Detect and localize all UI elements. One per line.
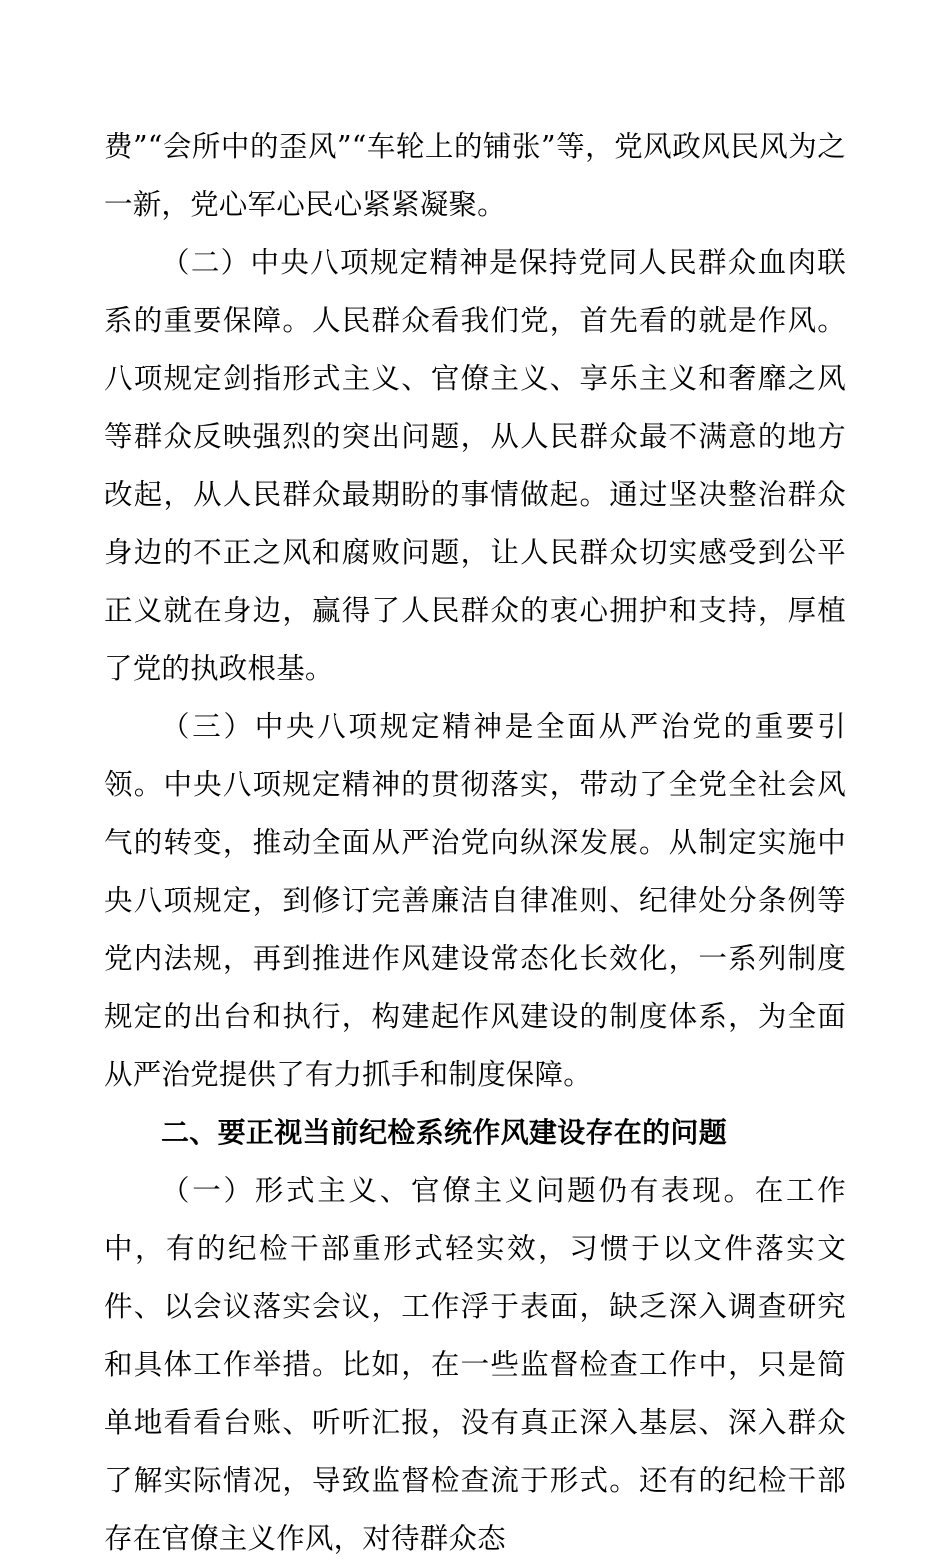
document-body — [104, 118, 846, 1568]
paragraph-subsection-one: （一）形式主义、官僚主义问题仍有表现。在工作中，有的纪检干部重形式轻实效，习惯于以文件落实文件、以会议落实会议，工作浮于表面，缺乏深入调查研究和具体工作举措。比如，在一些监督检查工作中，只是简单地看看台账、听听汇报，没有真正深入基层、深入群众了解实际情况，导致监督检查流于形式。还有的纪检干部存在官僚主义作风，对待群众态 — [104, 1174, 846, 1555]
paragraph-continuation: 费”“会所中的歪风”“车轮上的铺张”等，党风政风民风为之一新，党心军心民心紧紧凝聚。 — [104, 130, 846, 221]
section-heading-two: 二、要正视当前纪检系统作风建设存在的问题 — [161, 1116, 728, 1149]
paragraph-section-two: （二）中央八项规定精神是保持党同人民群众血肉联系的重要保障。人民群众看我们党，首先看的就是作风。八项规定剑指形式主义、官僚主义、享乐主义和奢靡之风等群众反映强烈的突出问题，从人民群众最不满意的地方改起，从人民群众最期盼的事情做起。通过坚决整治群众身边的不正之风和腐败问题，让人民群众切实感受到公平正义就在身边，赢得了人民群众的衷心拥护和支持，厚植了党的执政根基。 — [104, 246, 846, 685]
paragraph-section-three: （三）中央八项规定精神是全面从严治党的重要引领。中央八项规定精神的贯彻落实，带动了全党全社会风气的转变，推动全面从严治党向纵深发展。从制定实施中央八项规定，到修订完善廉洁自律准则、纪律处分条例等党内法规，再到推进作风建设常态化长效化，一系列制度规定的出台和执行，构建起作风建设的制度体系，为全面从严治党提供了有力抓手和制度保障。 — [104, 710, 846, 1091]
